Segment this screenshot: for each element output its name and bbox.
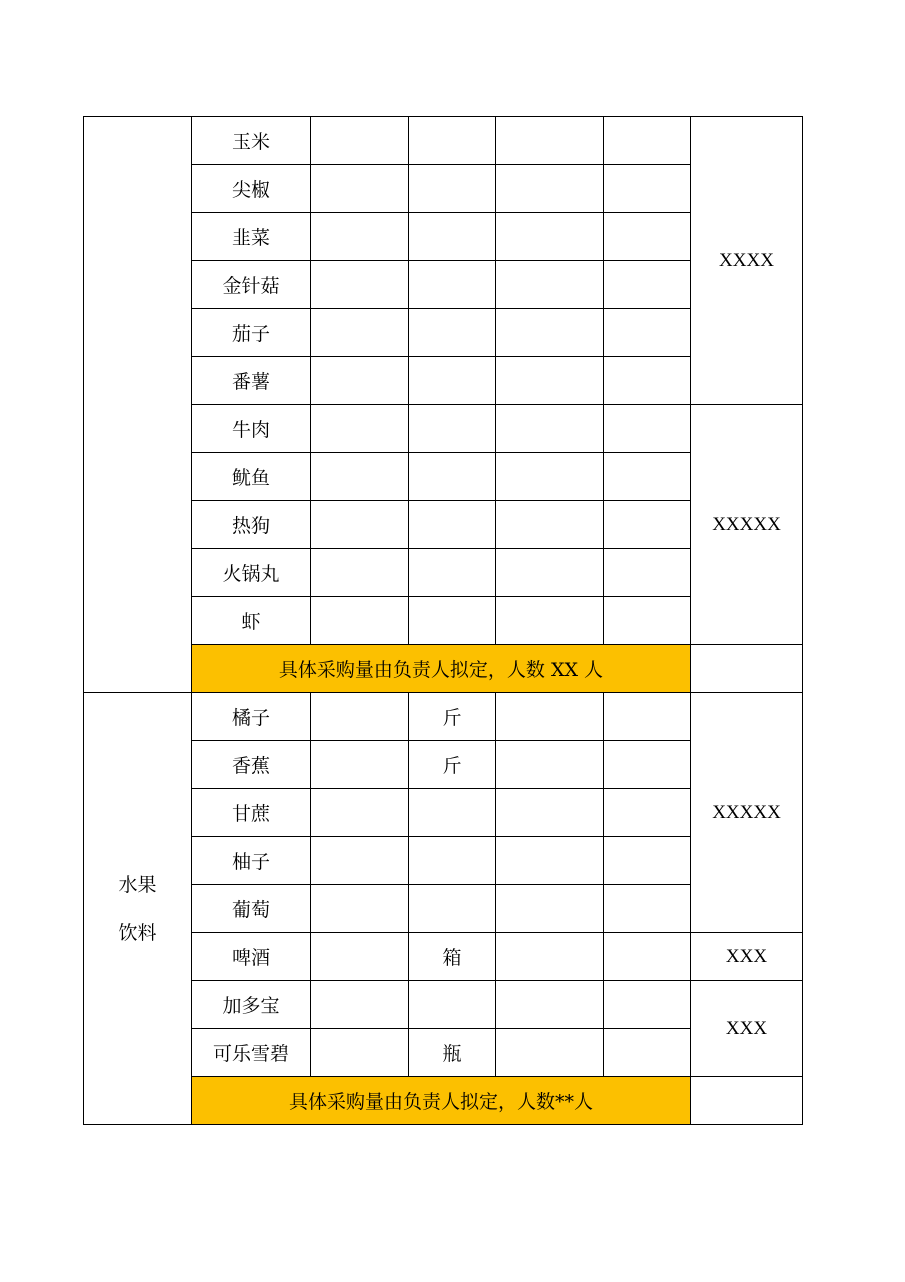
summary-empty-cell[interactable] (691, 1077, 803, 1125)
amount-cell[interactable] (604, 309, 691, 357)
category-label: 饮料 (118, 921, 157, 944)
amount-cell[interactable] (604, 981, 691, 1029)
price-cell[interactable] (496, 165, 604, 213)
item-name-cell: 虾 (192, 597, 311, 645)
amount-cell[interactable] (604, 597, 691, 645)
quantity-cell[interactable] (311, 165, 409, 213)
unit-cell[interactable] (409, 357, 496, 405)
price-cell[interactable] (496, 213, 604, 261)
item-name-cell: 玉米 (192, 117, 311, 165)
price-cell[interactable] (496, 789, 604, 837)
summary-empty-cell[interactable] (691, 645, 803, 693)
unit-cell[interactable] (409, 549, 496, 597)
quantity-cell[interactable] (311, 693, 409, 741)
amount-cell[interactable] (604, 837, 691, 885)
quantity-cell[interactable] (311, 1029, 409, 1077)
item-name-cell: 茄子 (192, 309, 311, 357)
price-cell[interactable] (496, 837, 604, 885)
unit-cell[interactable] (409, 501, 496, 549)
price-cell[interactable] (496, 597, 604, 645)
quantity-cell[interactable] (311, 117, 409, 165)
item-name-cell: 啤酒 (192, 933, 311, 981)
summary-note: 具体采购量由负责人拟定，人数 XX 人 (192, 645, 691, 693)
quantity-cell[interactable] (311, 741, 409, 789)
quantity-cell[interactable] (311, 597, 409, 645)
note-cell: XXXXX (691, 405, 803, 645)
item-name-cell: 热狗 (192, 501, 311, 549)
amount-cell[interactable] (604, 549, 691, 597)
price-cell[interactable] (496, 501, 604, 549)
unit-cell[interactable] (409, 165, 496, 213)
item-name-cell: 鱿鱼 (192, 453, 311, 501)
table-row (84, 117, 803, 165)
amount-cell[interactable] (604, 501, 691, 549)
item-name-cell: 火锅丸 (192, 549, 311, 597)
quantity-cell[interactable] (311, 837, 409, 885)
purchase-table (83, 116, 803, 1125)
price-cell[interactable] (496, 693, 604, 741)
note-cell: XXX (691, 933, 803, 981)
price-cell[interactable] (496, 741, 604, 789)
amount-cell[interactable] (604, 1029, 691, 1077)
amount-cell[interactable] (604, 357, 691, 405)
item-name-cell: 金针菇 (192, 261, 311, 309)
price-cell[interactable] (496, 885, 604, 933)
price-cell[interactable] (496, 1029, 604, 1077)
item-name-cell: 韭菜 (192, 213, 311, 261)
unit-cell[interactable] (409, 405, 496, 453)
quantity-cell[interactable] (311, 501, 409, 549)
amount-cell[interactable] (604, 165, 691, 213)
unit-cell[interactable] (409, 981, 496, 1029)
price-cell[interactable] (496, 261, 604, 309)
price-cell[interactable] (496, 549, 604, 597)
quantity-cell[interactable] (311, 309, 409, 357)
summary-row (84, 1077, 803, 1125)
table-row (84, 981, 803, 1029)
quantity-cell[interactable] (311, 789, 409, 837)
quantity-cell[interactable] (311, 549, 409, 597)
table-row (84, 405, 803, 453)
unit-cell[interactable] (409, 885, 496, 933)
unit-cell[interactable]: 箱 (409, 933, 496, 981)
item-name-cell: 甘蔗 (192, 789, 311, 837)
category-cell (84, 117, 192, 693)
note-cell: XXX (691, 981, 803, 1077)
unit-cell[interactable] (409, 789, 496, 837)
item-name-cell: 香蕉 (192, 741, 311, 789)
quantity-cell[interactable] (311, 405, 409, 453)
unit-cell[interactable] (409, 453, 496, 501)
item-name-cell: 可乐雪碧 (192, 1029, 311, 1077)
amount-cell[interactable] (604, 789, 691, 837)
unit-cell[interactable]: 瓶 (409, 1029, 496, 1077)
quantity-cell[interactable] (311, 453, 409, 501)
unit-cell[interactable]: 斤 (409, 693, 496, 741)
amount-cell[interactable] (604, 693, 691, 741)
quantity-cell[interactable] (311, 981, 409, 1029)
amount-cell[interactable] (604, 741, 691, 789)
quantity-cell[interactable] (311, 933, 409, 981)
table-row (84, 693, 803, 741)
unit-cell[interactable]: 斤 (409, 741, 496, 789)
summary-row (84, 645, 803, 693)
item-name-cell: 柚子 (192, 837, 311, 885)
price-cell[interactable] (496, 405, 604, 453)
price-cell[interactable] (496, 357, 604, 405)
amount-cell[interactable] (604, 453, 691, 501)
price-cell[interactable] (496, 117, 604, 165)
amount-cell[interactable] (604, 117, 691, 165)
amount-cell[interactable] (604, 261, 691, 309)
quantity-cell[interactable] (311, 261, 409, 309)
item-name-cell: 葡萄 (192, 885, 311, 933)
price-cell[interactable] (496, 309, 604, 357)
price-cell[interactable] (496, 981, 604, 1029)
item-name-cell: 加多宝 (192, 981, 311, 1029)
quantity-cell[interactable] (311, 885, 409, 933)
price-cell[interactable] (496, 453, 604, 501)
unit-cell[interactable] (409, 837, 496, 885)
unit-cell[interactable] (409, 597, 496, 645)
quantity-cell[interactable] (311, 213, 409, 261)
unit-cell[interactable] (409, 117, 496, 165)
unit-cell[interactable] (409, 261, 496, 309)
note-cell: XXXX (691, 117, 803, 405)
item-name-cell: 橘子 (192, 693, 311, 741)
unit-cell[interactable] (409, 309, 496, 357)
category-cell (84, 693, 192, 1125)
quantity-cell[interactable] (311, 357, 409, 405)
unit-cell[interactable] (409, 213, 496, 261)
item-name-cell: 尖椒 (192, 165, 311, 213)
item-name-cell: 番薯 (192, 357, 311, 405)
summary-note: 具体采购量由负责人拟定，人数**人 (192, 1077, 691, 1125)
amount-cell[interactable] (604, 885, 691, 933)
amount-cell[interactable] (604, 933, 691, 981)
price-cell[interactable] (496, 933, 604, 981)
category-label: 水果 (118, 873, 157, 896)
amount-cell[interactable] (604, 405, 691, 453)
note-cell: XXXXX (691, 693, 803, 933)
amount-cell[interactable] (604, 213, 691, 261)
table-row (84, 933, 803, 981)
item-name-cell: 牛肉 (192, 405, 311, 453)
